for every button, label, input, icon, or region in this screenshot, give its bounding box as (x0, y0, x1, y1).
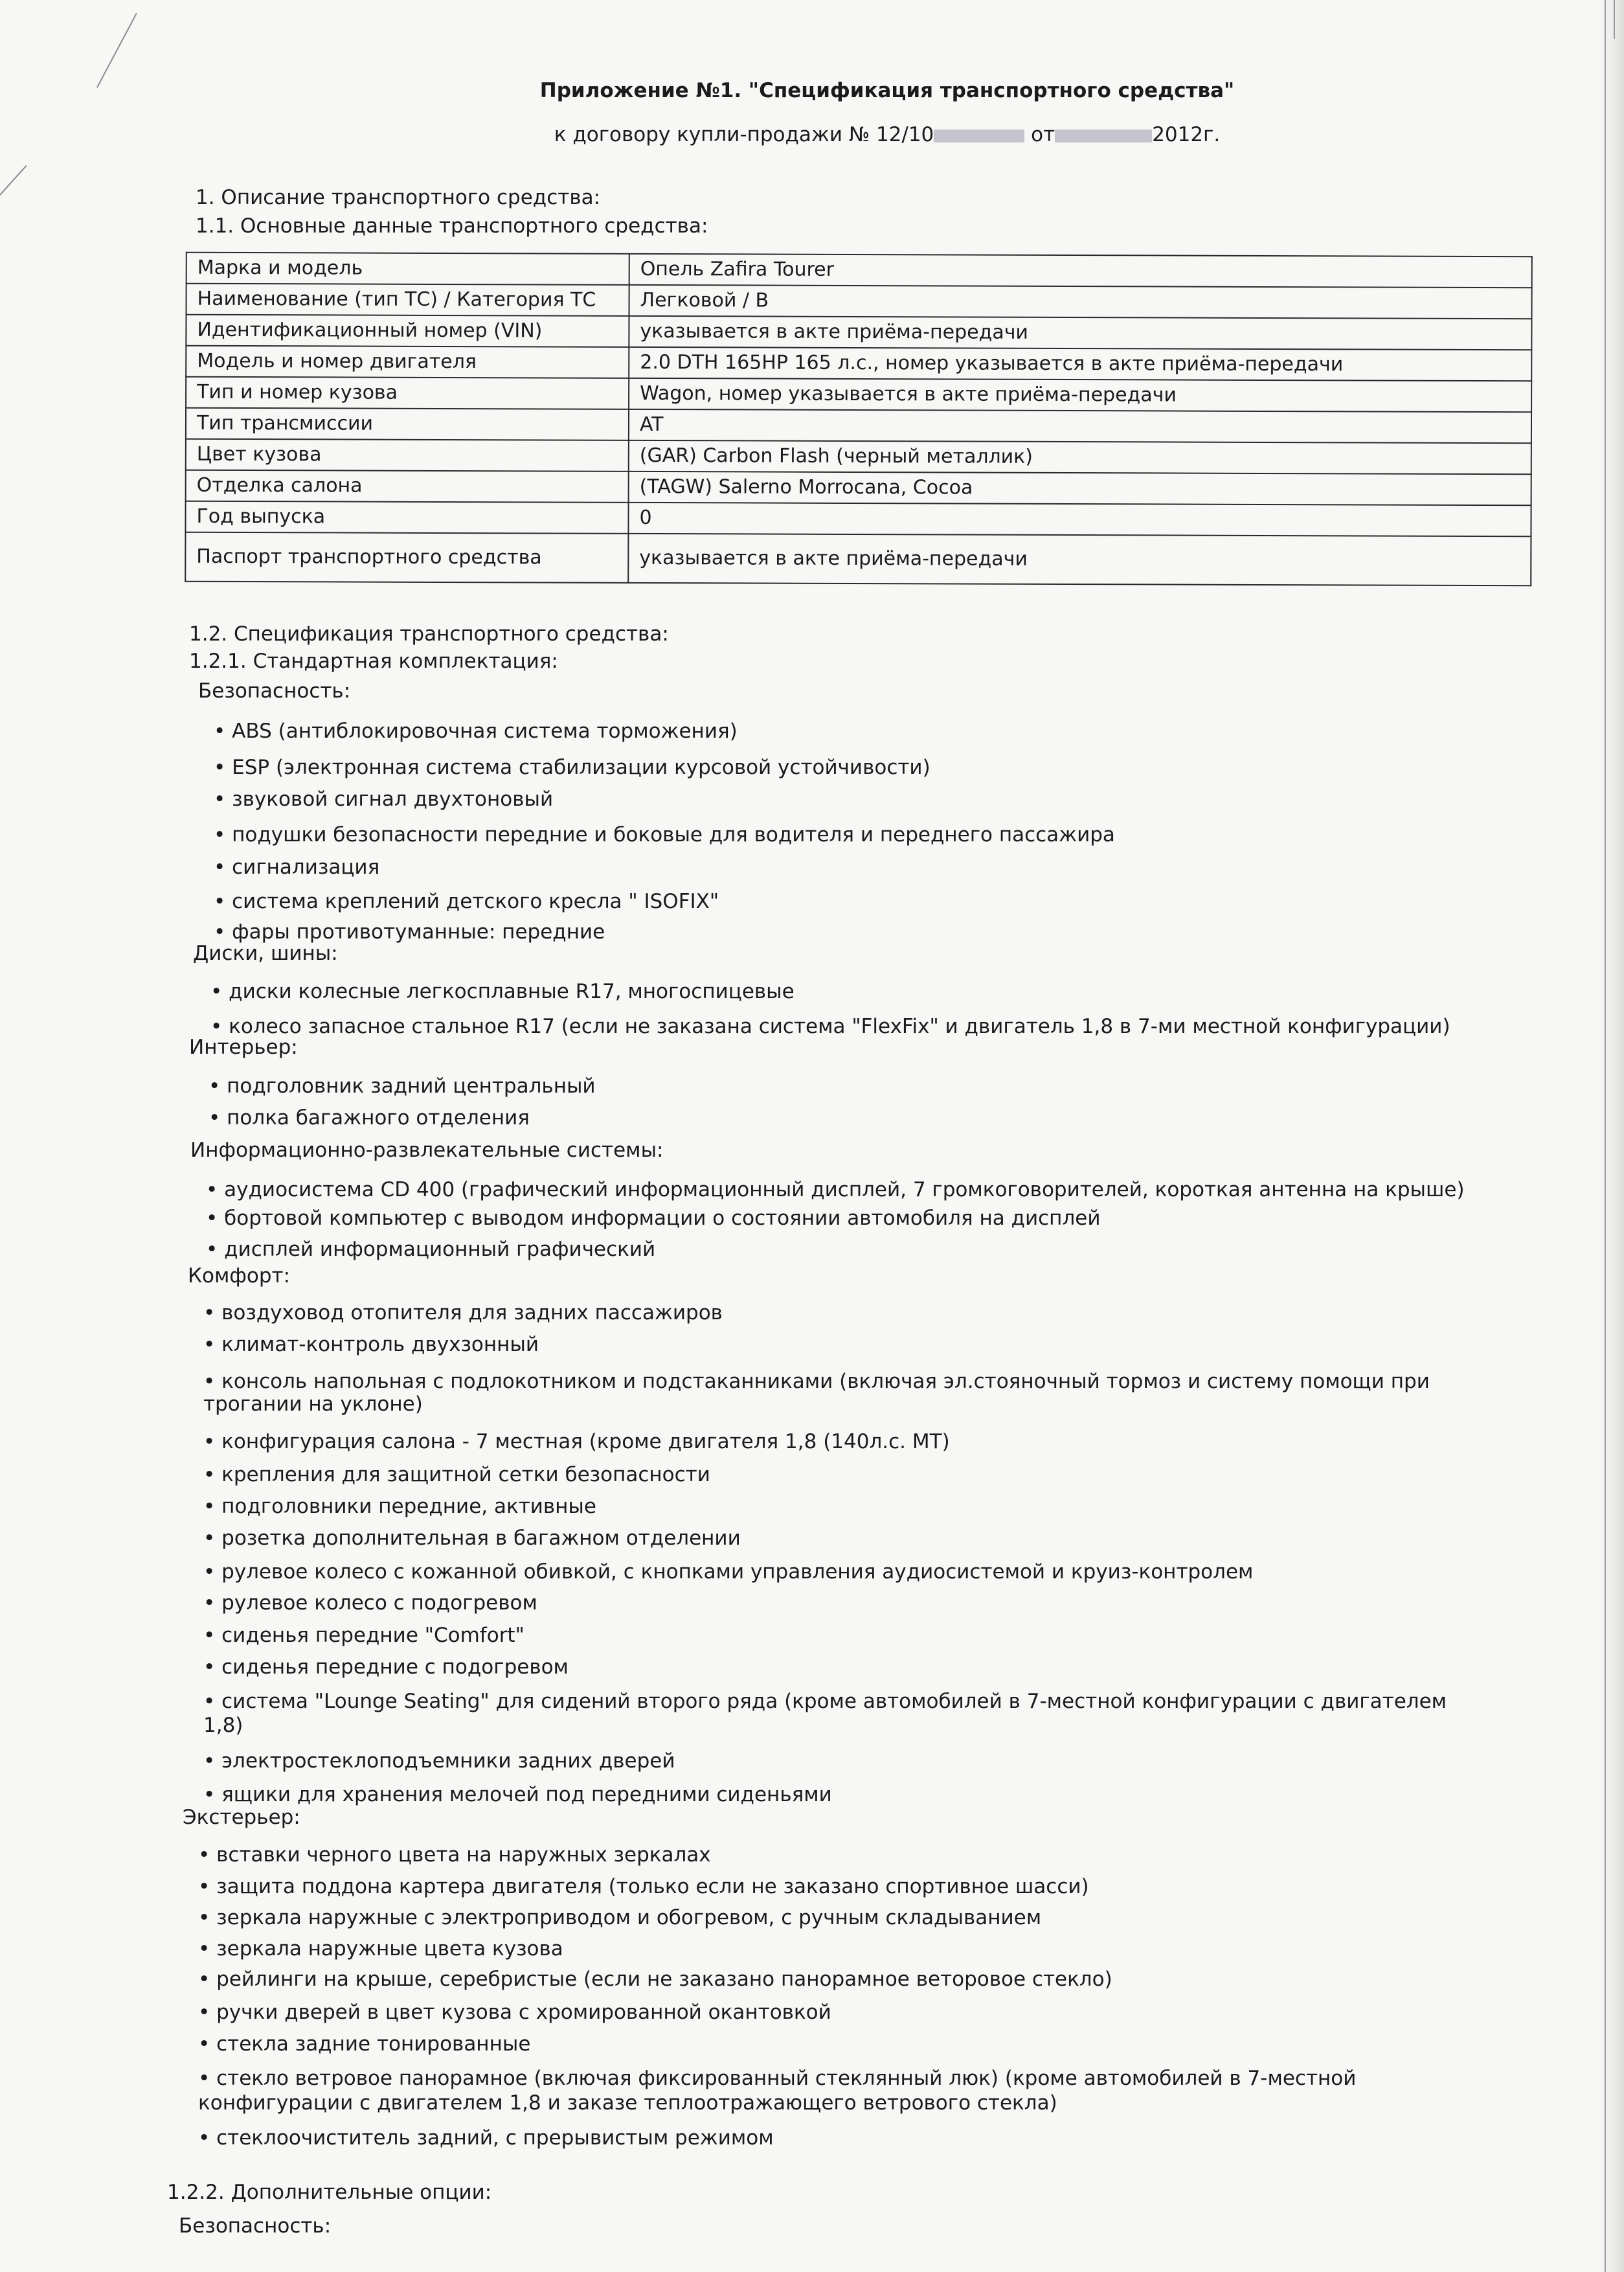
table-row (186, 315, 1531, 350)
list-item: • вставки черного цвета на наружных зеркалах (198, 1843, 711, 1867)
list-item: • стекло ветровое панорамное (включая фиксированный стеклянный люк) (кроме автомобилей в 7-местной (198, 2066, 1356, 2091)
list-item: • ESP (электронная система стабилизации курсовой устойчивости) (214, 755, 930, 780)
table-key-cell: Тип и номер кузова (186, 377, 629, 409)
table-key-cell: Идентификационный номер (VIN) (186, 315, 629, 347)
table-value-cell: 2.0 DTH 165HP 165 л.с., номер указывается в акте приёма-передачи (629, 347, 1531, 381)
group-title: Безопасность: (198, 679, 351, 703)
list-item: • полка багажного отделения (209, 1106, 530, 1130)
group-title: Экстерьер: (183, 1806, 300, 1829)
table-row (186, 253, 1532, 288)
vehicle-spec-table (185, 252, 1533, 587)
document-subtitle (389, 123, 1386, 146)
list-item: • сиденья передние с подогревом (203, 1655, 569, 1679)
table-value-cell: указывается в акте приёма-передачи (628, 534, 1531, 585)
table-value-cell: 0 (628, 503, 1531, 536)
section-heading: 1.2. Спецификация транспортного средства: (189, 622, 669, 646)
table-row (186, 408, 1531, 444)
table-value-cell: (GAR) Carbon Flash (черный металлик) (629, 440, 1531, 474)
list-item: • бортовой компьютер с выводом информации о состоянии автомобиля на дисплей (206, 1206, 1100, 1231)
list-item: • система "Lounge Seating" для сидений второго ряда (кроме автомобилей в 7-местной конфигурации с двигателем (203, 1689, 1447, 1714)
table-key-cell: Паспорт транспортного средства (185, 532, 628, 583)
list-item: • стекла задние тонированные (198, 2032, 530, 2056)
document-title: Приложение №1. "Спецификация транспортного средства" (539, 79, 1235, 102)
table-key-cell: Модель и номер двигателя (186, 346, 629, 378)
section-subheading: 1.1. Основные данные транспортного средства: (196, 214, 708, 238)
list-item: • сиденья передние "Comfort" (203, 1623, 524, 1648)
table-value-cell: Опель Zafira Tourer (629, 254, 1532, 288)
table-key-cell: Наименование (тип ТС) / Категория ТС (186, 284, 629, 316)
contract-number: к договору купли-продажи № 12/10 (554, 123, 934, 146)
list-item: • розетка дополнительная в багажном отделении (203, 1526, 741, 1551)
list-item: • диски колесные легкосплавные R17, многоспицевые (210, 979, 795, 1004)
group-title: Информационно-развлекательные системы: (190, 1139, 664, 1162)
list-item: • дисплей информационный графический (206, 1237, 655, 1262)
list-item: • ABS (антиблокировочная система торможения) (214, 719, 738, 744)
table-row (185, 532, 1531, 586)
list-item-continuation: конфигурации с двигателем 1,8 и заказе теплоотражающего ветрового стекла) (198, 2091, 1057, 2115)
list-item: • подголовник задний центральный (209, 1074, 596, 1098)
contract-year: 2012г. (1152, 123, 1221, 146)
list-item-continuation: трогании на уклоне) (203, 1392, 423, 1416)
list-item: • подушки безопасности передние и боковые для водителя и переднего пассажира (214, 823, 1115, 847)
list-item: • колесо запасное стальное R17 (если не заказана система "FlexFix" и двигатель 1,8 в 7-ми местной конфигурации) (210, 1014, 1450, 1039)
list-item: • электростеклоподъемники задних дверей (203, 1749, 675, 1773)
list-item: • крепления для защитной сетки безопасности (203, 1462, 710, 1487)
section-subheading: 1.2.2. Дополнительные опции: (167, 2181, 492, 2204)
group-title: Диски, шины: (193, 942, 338, 965)
list-item: • фары противотуманные: передние (214, 920, 605, 944)
list-item: • консоль напольная с подлокотником и подстаканниками (включая эл.стояночный тормоз и систему помощи при (203, 1369, 1430, 1394)
redaction-mark (934, 130, 1024, 142)
redaction-mark (1055, 130, 1152, 142)
table-value-cell: Легковой / B (629, 285, 1531, 319)
list-item: • ящики для хранения мелочей под передними сиденьями (203, 1782, 832, 1807)
list-item: • рулевое колесо с подогревом (203, 1591, 537, 1615)
list-item: • зеркала наружные цвета кузова (198, 1937, 563, 1961)
table-value-cell: указывается в акте приёма-передачи (629, 316, 1531, 350)
group-title: Безопасность: (179, 2214, 332, 2238)
list-item: • зеркала наружные с электроприводом и обогревом, с ручным складыванием (198, 1905, 1041, 1930)
list-item-continuation: 1,8) (203, 1714, 243, 1737)
list-item: • защита поддона картера двигателя (только если не заказано спортивное шасси) (198, 1874, 1089, 1899)
table-key-cell: Цвет кузова (186, 439, 629, 471)
table-key-cell: Отделка салона (186, 470, 629, 503)
list-item: • звуковой сигнал двухтоновый (214, 787, 553, 812)
group-title: Интерьер: (189, 1036, 298, 1059)
section-subheading: 1.2.1. Стандартная комплектация: (189, 650, 558, 673)
list-item: • стеклоочиститель задний, с прерывистым режимом (198, 2126, 774, 2150)
table-row (186, 470, 1531, 506)
table-row (186, 346, 1531, 381)
table-key-cell: Тип трансмиссии (186, 408, 629, 440)
list-item: • рейлинги на крыше, серебристые (если не заказано панорамное веторовое стекло) (198, 1967, 1112, 1992)
list-item: • конфигурация салона - 7 местная (кроме двигателя 1,8 (140л.с. MT) (203, 1429, 950, 1454)
list-item: • подголовники передние, активные (203, 1494, 596, 1519)
list-item: • воздуховод отопителя для задних пассажиров (203, 1301, 723, 1325)
table-row (185, 501, 1531, 537)
group-title: Комфорт: (188, 1264, 291, 1288)
table-value-cell: Wagon, номер указывается в акте приёма-передачи (629, 378, 1531, 412)
table-row (186, 284, 1532, 319)
contract-date-label: от (1031, 123, 1055, 146)
table-row (186, 377, 1531, 413)
table-row (186, 439, 1531, 475)
table-key-cell: Год выпуска (185, 501, 628, 534)
section-heading: 1. Описание транспортного средства: (196, 186, 601, 209)
list-item: • сигнализация (214, 855, 379, 880)
table-value-cell: (TAGW) Salerno Morrocana, Cocoa (629, 471, 1531, 505)
list-item: • ручки дверей в цвет кузова с хромированной окантовкой (198, 2000, 831, 2025)
table-key-cell: Марка и модель (186, 253, 629, 285)
list-item: • климат-контроль двухзонный (203, 1332, 539, 1357)
table-value-cell: AT (629, 409, 1531, 443)
list-item: • рулевое колесо с кожанной обивкой, с кнопками управления аудиосистемой и круиз-контролем (203, 1560, 1253, 1584)
list-item: • система креплений детского кресла " ISOFIX" (214, 889, 719, 914)
list-item: • аудиосистема CD 400 (графический информационный дисплей, 7 громкоговорителей, короткая антенна на крыше) (206, 1177, 1465, 1202)
